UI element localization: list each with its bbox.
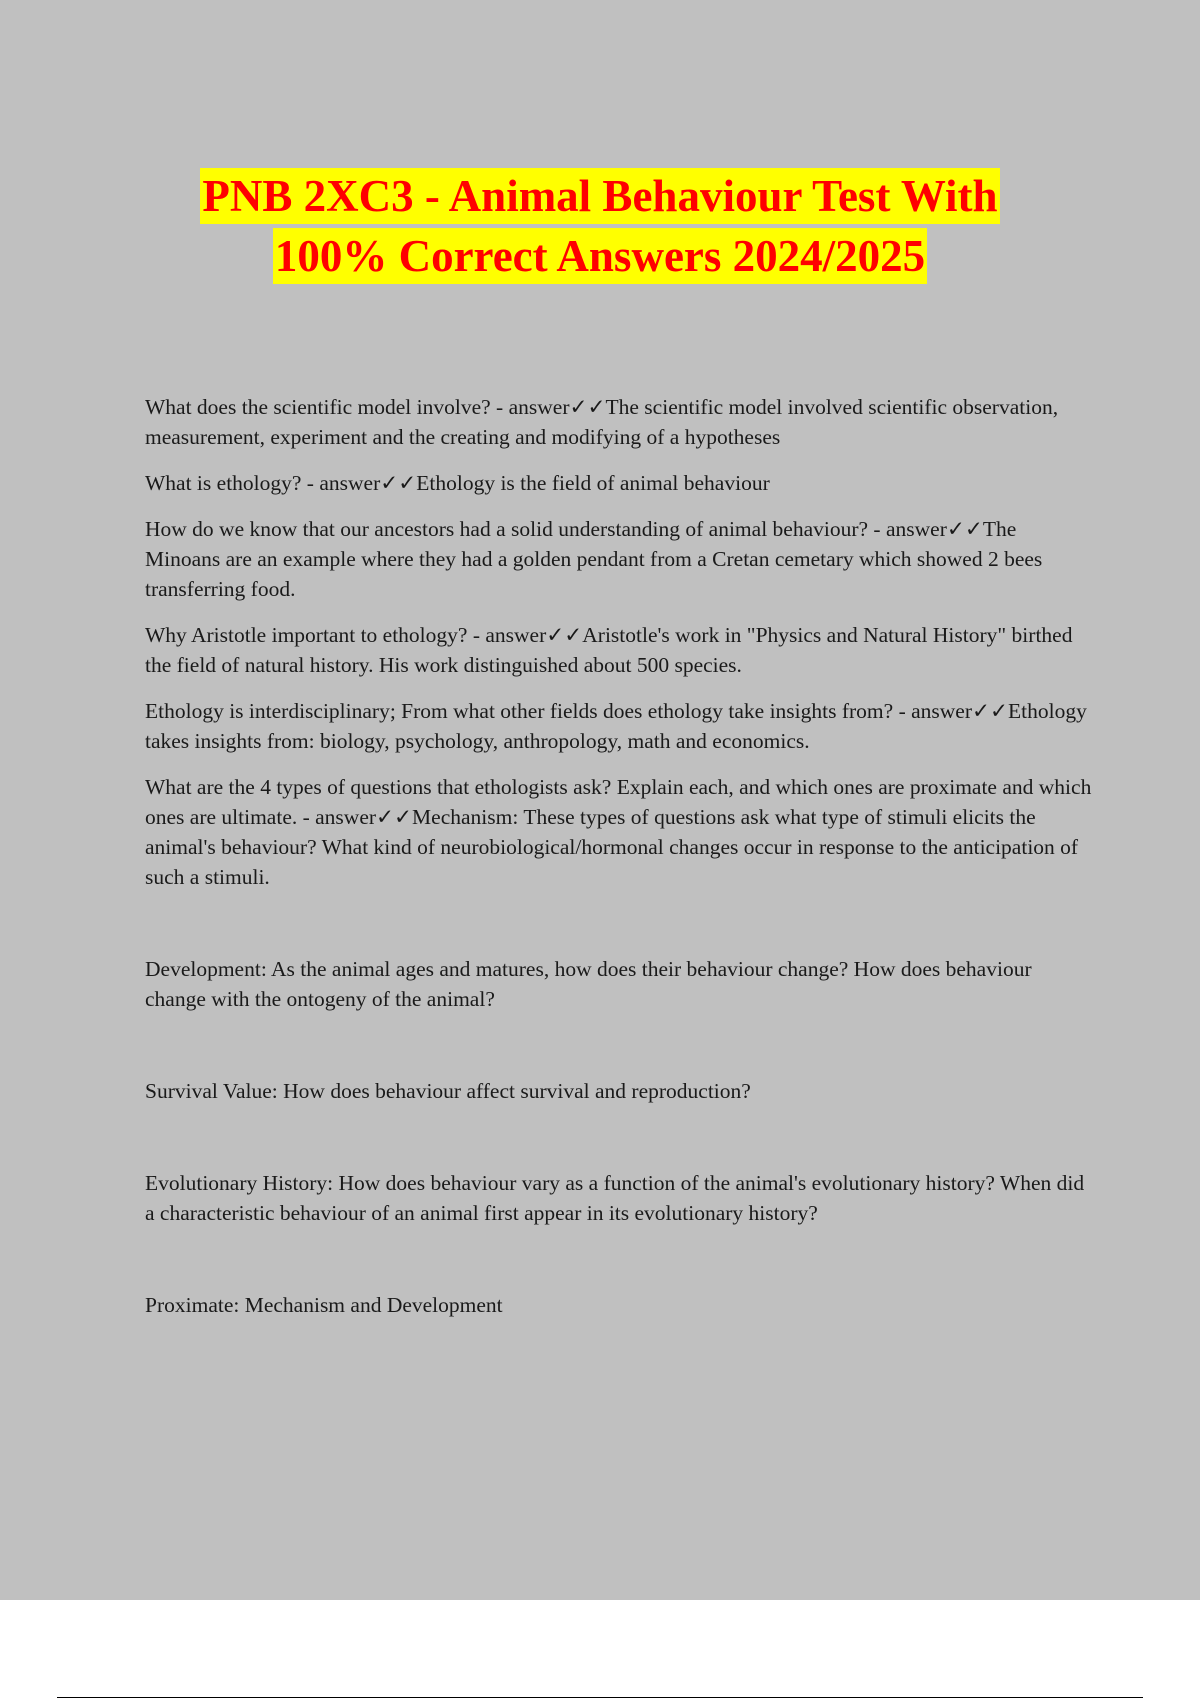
- footer-divider: [57, 1697, 1143, 1698]
- qa-entry: How do we know that our ancestors had a solid understanding of animal behaviour? - answer✓✓The Minoans are an example where they had a golden pendant from a Cretan cemetary which showed 2 bees transferring food.: [145, 517, 1043, 601]
- qa-entry: What does the scientific model involve? - answer✓✓The scientific model involved scientific observation, measurement, experiment and the creating and modifying of a hypotheses: [145, 395, 1059, 449]
- title-line-2: 100% Correct Answers 2024/2025: [273, 228, 927, 284]
- qa-entry: Development: As the animal ages and matures, how does their behaviour change? How does behaviour change with the ontogeny of the animal?: [145, 957, 1032, 1011]
- document-title: [0, 168, 1200, 284]
- qa-entry: Evolutionary History: How does behaviour vary as a function of the animal's evolutionary history? When did a characteristic behaviour of an animal first appear in its evolutionary history?: [145, 1171, 1085, 1225]
- qa-entry: Proximate: Mechanism and Development: [145, 1293, 503, 1317]
- qa-entry: Survival Value: How does behaviour affect survival and reproduction?: [145, 1079, 751, 1103]
- qa-list: [145, 392, 1095, 1336]
- qa-entry: Ethology is interdisciplinary; From what other fields does ethology take insights from? - answer✓✓Ethology takes insights from: biology, psychology, anthropology, math and economics.: [145, 699, 1087, 753]
- qa-entry: Why Aristotle important to ethology? - answer✓✓Aristotle's work in "Physics and Natural History" birthed the field of natural history. His work distinguished about 500 species.: [145, 623, 1073, 677]
- qa-entry: What is ethology? - answer✓✓Ethology is the field of animal behaviour: [145, 471, 770, 495]
- title-line-1: PNB 2XC3 - Animal Behaviour Test With: [200, 168, 999, 224]
- qa-entry: What are the 4 types of questions that ethologists ask? Explain each, and which ones are proximate and which ones are ultimate. - answer✓✓Mechanism: These types of questions ask what type of stimuli elicits the animal's behaviour? What kind of neurobiological/hormonal changes occur in response to the anticipation of such a stimuli.: [145, 775, 1092, 889]
